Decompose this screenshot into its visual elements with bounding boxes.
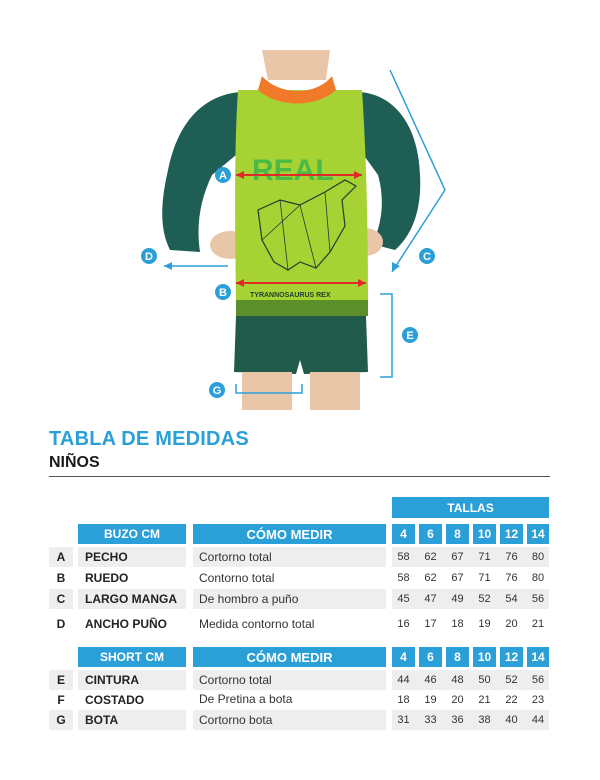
row-value: 80: [531, 572, 545, 584]
label-a: [215, 167, 231, 183]
left-leg: [242, 372, 292, 410]
label-b: [215, 284, 231, 300]
row-value: 62: [424, 551, 437, 563]
row-value: 33: [424, 714, 437, 726]
row-value: 76: [505, 572, 518, 584]
row-letter: E: [56, 673, 65, 687]
child-neck: [262, 50, 330, 80]
label-e: [402, 327, 418, 343]
row-how: Contorno total: [199, 571, 275, 585]
row-name: ANCHO PUÑO: [85, 617, 168, 631]
row-value: 67: [451, 551, 464, 563]
buzo-size-14: 14: [527, 524, 549, 544]
row-value: 49: [451, 593, 464, 605]
row-letter: C: [56, 592, 66, 606]
row-value: 56: [531, 593, 545, 605]
row-how: Cortorno total: [199, 550, 272, 564]
row-value: 18: [451, 618, 464, 630]
row-value: 45: [397, 593, 410, 605]
row-how: Cortorno total: [199, 673, 272, 687]
short-size-10: 10: [473, 647, 496, 667]
row-letter: D: [56, 617, 66, 631]
buzo-size-6: 6: [419, 524, 442, 544]
row-value: 18: [397, 694, 410, 706]
shorts: [234, 316, 368, 374]
svg-text:E: E: [406, 330, 414, 342]
row-value: 22: [505, 694, 518, 706]
label-d: [141, 248, 157, 264]
row-value: 56: [531, 674, 545, 686]
shirt-print-trex: TYRANNOSAURUS REX: [250, 292, 331, 299]
row-value: 67: [451, 572, 464, 584]
label-c: [419, 248, 435, 264]
row-value: 48: [451, 674, 464, 686]
svg-text:G: G: [212, 385, 222, 397]
shirt-print-real: REAL: [252, 154, 334, 187]
row-value: 52: [505, 674, 518, 686]
row-value: 58: [397, 551, 410, 563]
row-value: 20: [451, 694, 464, 706]
row-letter: A: [56, 550, 66, 564]
short-size-12: 12: [500, 647, 523, 667]
row-how: De Pretina a bota: [199, 692, 293, 706]
label-g: [209, 382, 225, 398]
row-value: 46: [424, 674, 437, 686]
buzo-size-4: 4: [392, 524, 415, 544]
row-value: 80: [531, 551, 545, 563]
row-name: LARGO MANGA: [85, 592, 177, 606]
row-value: 50: [478, 674, 491, 686]
row-name: PECHO: [85, 550, 128, 564]
row-value: 47: [424, 593, 437, 605]
page-subtitle: NIÑOS: [49, 454, 100, 471]
row-name: CINTURA: [85, 673, 139, 687]
row-value: 52: [478, 593, 491, 605]
row-letter: B: [56, 571, 66, 585]
row-name: RUEDO: [85, 571, 129, 585]
buzo-size-12: 12: [500, 524, 523, 544]
row-letter: F: [57, 693, 65, 707]
row-how: Cortorno bota: [199, 713, 273, 727]
row-value: 44: [397, 674, 410, 686]
svg-text:B: B: [219, 287, 227, 299]
buzo-size-8: 8: [446, 524, 469, 544]
row-value: 58: [397, 572, 410, 584]
row-value: 40: [505, 714, 518, 726]
row-value: 36: [451, 714, 464, 726]
short-how-header: CÓMO MEDIR: [193, 647, 386, 667]
svg-text:A: A: [219, 170, 227, 182]
row-name: COSTADO: [85, 693, 145, 707]
right-leg: [310, 372, 360, 410]
short-size-14: 14: [527, 647, 549, 667]
row-value: 17: [424, 618, 437, 630]
row-value: 71: [478, 572, 491, 584]
svg-text:C: C: [423, 251, 431, 263]
short-size-4: 4: [392, 647, 415, 667]
row-value: 71: [478, 551, 491, 563]
row-value: 19: [424, 694, 437, 706]
row-value: 62: [424, 572, 437, 584]
row-value: 19: [478, 618, 491, 630]
row-value: 21: [478, 694, 491, 706]
row-value: 76: [505, 551, 518, 563]
svg-text:D: D: [145, 251, 153, 263]
row-how: Medida contorno total: [199, 617, 315, 631]
row-how: De hombro a puño: [199, 592, 299, 606]
short-size-8: 8: [446, 647, 469, 667]
row-value: 16: [397, 618, 410, 630]
row-value: 31: [397, 714, 410, 726]
row-letter: G: [56, 713, 66, 727]
measure-line-e: [380, 294, 392, 377]
row-value: 38: [478, 714, 491, 726]
buzo-how-header: CÓMO MEDIR: [193, 524, 386, 544]
row-value: 23: [531, 694, 545, 706]
row-value: 44: [531, 714, 545, 726]
page-title: TABLA DE MEDIDAS: [49, 428, 249, 450]
short-header: SHORT CM: [78, 647, 186, 667]
row-value: 20: [505, 618, 518, 630]
row-name: BOTA: [85, 713, 119, 727]
row-value: 21: [531, 618, 545, 630]
header-divider: [49, 476, 550, 477]
row-value: 54: [505, 593, 518, 605]
buzo-header: BUZO CM: [78, 524, 186, 544]
short-size-6: 6: [419, 647, 442, 667]
shirt-body: [235, 90, 368, 308]
shirt-hem: [236, 300, 368, 316]
tallas-header: TALLAS: [392, 497, 549, 518]
buzo-size-10: 10: [473, 524, 496, 544]
